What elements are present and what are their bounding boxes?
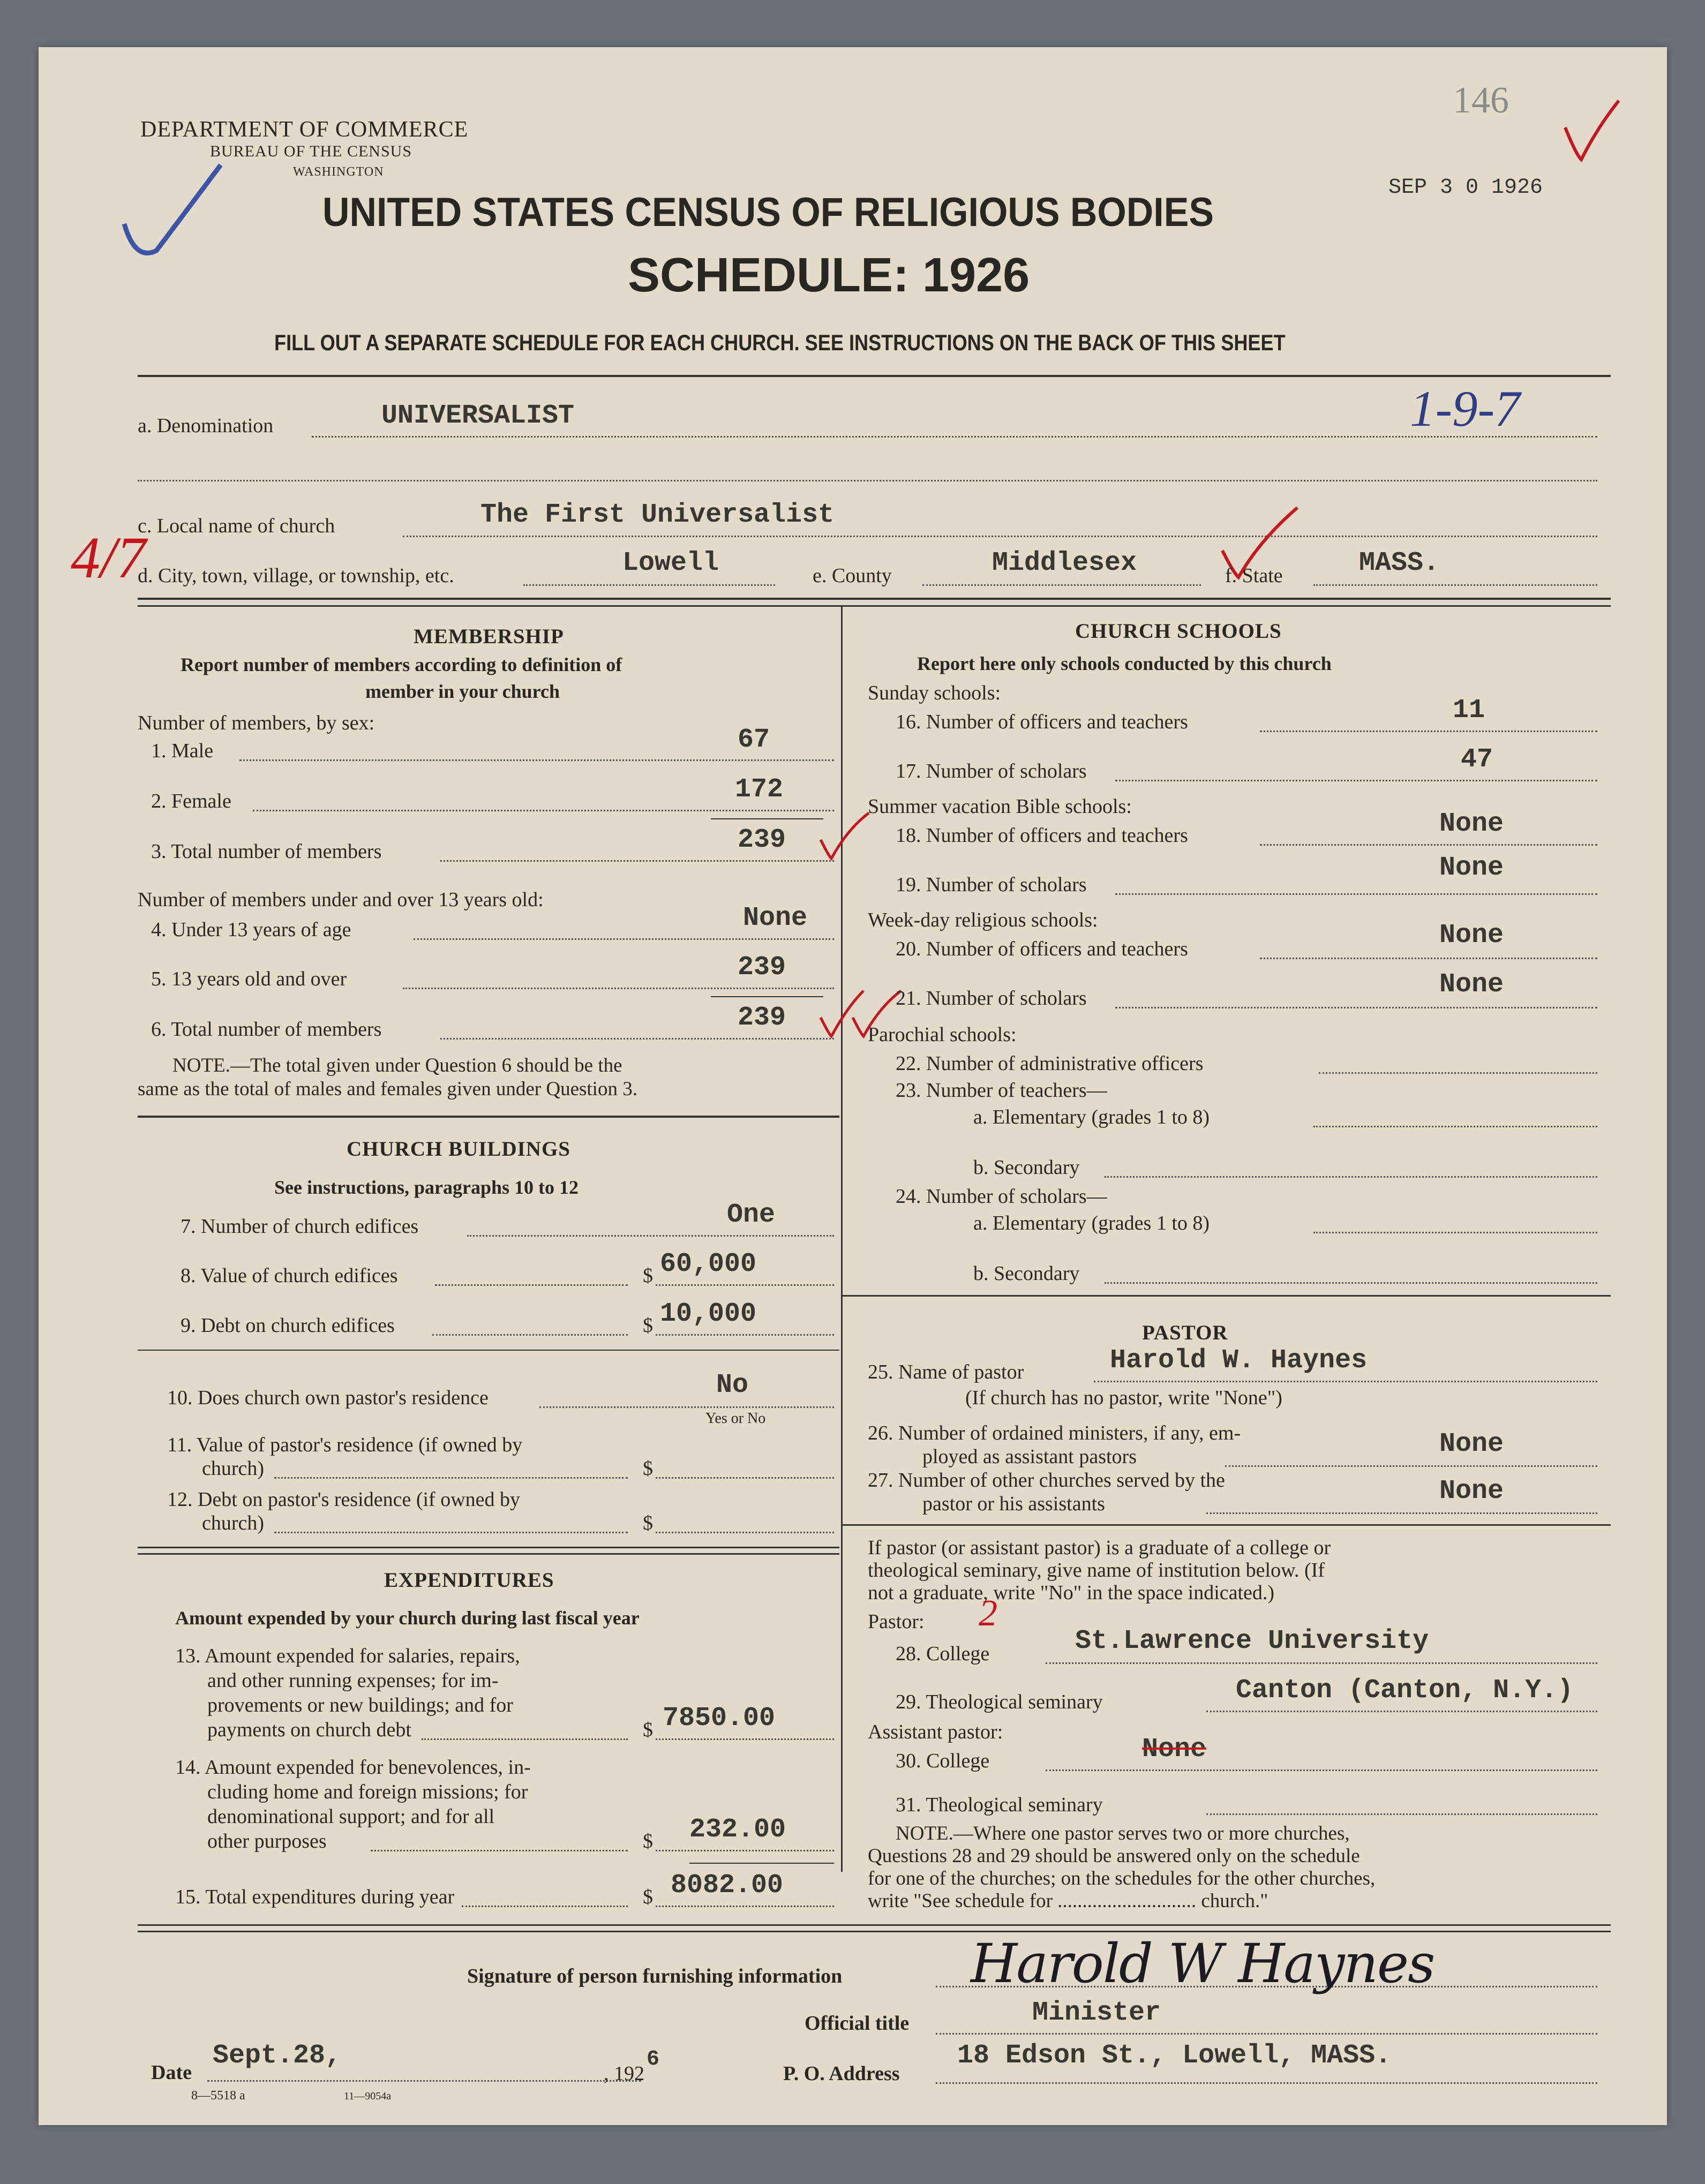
church-name-value[interactable]: The First Universalist	[480, 500, 835, 530]
graduate-instruction-3: not a graduate, write "No" in the space indicated.)	[868, 1581, 1275, 1604]
red-mark-2: 2	[979, 1593, 997, 1634]
q4-line	[414, 938, 834, 940]
q8-dollar-line	[656, 1284, 834, 1286]
q27-value[interactable]: None	[1439, 1476, 1504, 1507]
q2-line	[253, 810, 834, 811]
summer-heading: Summer vacation Bible schools:	[868, 795, 1132, 818]
q21-label: 21. Number of scholars	[896, 987, 1087, 1010]
q16-label: 16. Number of officers and teachers	[896, 711, 1188, 733]
q26-label-2: ployed as assistant pastors	[922, 1445, 1137, 1468]
q25-label: 25. Name of pastor	[868, 1361, 1024, 1383]
state-value[interactable]: MASS.	[1359, 548, 1440, 578]
q28-value[interactable]: St.Lawrence University	[1075, 1626, 1429, 1656]
blue-check-mark	[114, 144, 231, 267]
denomination-label: a. Denomination	[138, 415, 274, 437]
q13-label-1: 13. Amount expended for salaries, repairs,	[175, 1645, 520, 1667]
q28-label: 28. College	[896, 1643, 990, 1665]
expenditures-heading: EXPENDITURES	[384, 1569, 554, 1592]
denomination-line	[312, 436, 1597, 438]
q5-label: 5. 13 years old and over	[151, 968, 347, 990]
graduate-instruction-1: If pastor (or assistant pastor) is a graduate of a college or	[868, 1537, 1331, 1559]
stamp-number: 146	[1453, 80, 1509, 121]
year-prefix: , 192	[604, 2062, 644, 2085]
pastor-subheading: Pastor:	[868, 1610, 925, 1633]
q13-line	[422, 1738, 628, 1740]
q10-line	[539, 1406, 834, 1408]
q19-line	[1115, 893, 1597, 895]
bureau-label: BUREAU OF THE CENSUS	[210, 142, 412, 160]
pastor-note-1: NOTE.—Where one pastor serves two or more churches,	[896, 1822, 1350, 1844]
form-number-2: 11—9054a	[344, 2090, 392, 2102]
buildings-heading: CHURCH BUILDINGS	[347, 1138, 570, 1161]
q11-dollar: $	[643, 1457, 653, 1480]
q14-dollar-line	[656, 1850, 834, 1851]
q1-label: 1. Male	[151, 740, 214, 762]
q14-line	[371, 1850, 628, 1851]
buildings-mid-rule	[138, 1350, 839, 1351]
official-title-value[interactable]: Minister	[1032, 1998, 1161, 2028]
q26-line	[1225, 1465, 1597, 1467]
q2-value[interactable]: 172	[735, 774, 784, 805]
q18-value[interactable]: None	[1439, 809, 1504, 839]
q15-line	[462, 1906, 628, 1907]
q7-value[interactable]: One	[727, 1200, 776, 1230]
q14-label-1: 14. Amount expended for benevolences, in-	[175, 1756, 531, 1779]
q19-label: 19. Number of scholars	[896, 873, 1087, 896]
q9-dollar-line	[656, 1334, 834, 1336]
pastor-note-3: for one of the churches; on the schedules for the other churches,	[868, 1867, 1376, 1889]
q17-line	[1115, 780, 1597, 781]
q14-label-3: denominational support; and for all	[207, 1805, 495, 1828]
q12-dollar: $	[643, 1512, 653, 1534]
identity-rule-1	[138, 598, 1611, 600]
q22-label: 22. Number of administrative officers	[896, 1052, 1204, 1075]
q29-label: 29. Theological seminary	[896, 1691, 1103, 1713]
county-label: e. County	[813, 564, 892, 587]
q18-label: 18. Number of officers and teachers	[896, 824, 1188, 847]
q24a-label: a. Elementary (grades 1 to 8)	[973, 1212, 1210, 1234]
membership-heading: MEMBERSHIP	[414, 625, 564, 648]
membership-sub1: Report number of members according to definition of	[181, 654, 622, 675]
census-schedule-sheet	[39, 47, 1667, 2125]
q14-value[interactable]: 232.00	[689, 1814, 786, 1845]
q9-value[interactable]: 10,000	[660, 1299, 757, 1329]
q26-label-1: 26. Number of ordained ministers, if any, em-	[868, 1422, 1241, 1444]
form-number-1: 8—5518 a	[191, 2089, 245, 2103]
city-line	[523, 584, 775, 586]
red-check-stamp	[1560, 95, 1624, 176]
pastor-note-2: Questions 28 and 29 should be answered only on the schedule	[868, 1845, 1360, 1867]
blue-code-mark: 1-9-7	[1410, 380, 1520, 437]
weekday-heading: Week-day religious schools:	[868, 909, 1098, 931]
expenditures-sub: Amount expended by your church during last fiscal year	[175, 1607, 640, 1629]
denomination-line-2	[138, 480, 1597, 481]
q5-value[interactable]: 239	[738, 952, 786, 983]
buildings-sub: See instructions, paragraphs 10 to 12	[274, 1177, 579, 1198]
q27-label-1: 27. Number of other churches served by the	[868, 1469, 1225, 1492]
q30-label: 30. College	[896, 1750, 990, 1772]
q8-dollar: $	[643, 1264, 653, 1287]
q12-line	[274, 1532, 628, 1533]
signature-label: Signature of person furnishing information	[467, 1965, 843, 1987]
q3-line	[440, 860, 834, 862]
city-label: d. City, town, village, or township, etc.	[138, 564, 454, 587]
q30-value[interactable]: None	[1142, 1734, 1207, 1765]
date-value[interactable]: Sept.28,	[213, 2040, 342, 2071]
q11-value-line[interactable]	[656, 1477, 834, 1479]
received-date-stamp: SEP 3 0 1926	[1388, 176, 1543, 200]
graduate-instruction-2: theological seminary, give name of institution below. (If	[868, 1559, 1325, 1581]
schools-heading: CHURCH SCHOOLS	[1075, 620, 1282, 643]
q29-value[interactable]: Canton (Canton, N.Y.)	[1236, 1675, 1574, 1706]
q27-label-2: pastor or his assistants	[922, 1493, 1105, 1515]
date-line	[207, 2080, 641, 2082]
q23a-value-line[interactable]	[1313, 1126, 1597, 1127]
official-title-line	[936, 2033, 1597, 2035]
date-label: Date	[151, 2061, 192, 2084]
q6-label: 6. Total number of members	[151, 1018, 382, 1041]
age-heading: Number of members under and over 13 years old:	[138, 888, 544, 911]
pastor-heading: PASTOR	[1142, 1321, 1228, 1344]
state-label: f. State	[1225, 564, 1283, 587]
q4-value[interactable]: None	[743, 903, 808, 933]
county-line	[922, 584, 1201, 586]
q4-label: 4. Under 13 years of age	[151, 918, 351, 941]
membership-note-1: NOTE.—The total given under Question 6 should be the	[172, 1055, 622, 1076]
q3-label: 3. Total number of members	[151, 840, 382, 863]
q13-dollar-line	[656, 1738, 834, 1740]
members-by-sex-label: Number of members, by sex:	[138, 712, 375, 734]
washington-label: WASHINGTON	[293, 165, 384, 179]
q23a-label: a. Elementary (grades 1 to 8)	[973, 1106, 1210, 1128]
q5-underline	[711, 996, 823, 997]
q1-line	[239, 759, 834, 761]
q11-label-2: church)	[202, 1457, 265, 1480]
schools-rule	[842, 1295, 1611, 1297]
q13-dollar: $	[643, 1719, 653, 1741]
q13-label-2: and other running expenses; for im-	[207, 1669, 499, 1692]
q17-label: 17. Number of scholars	[896, 760, 1087, 782]
form-title: UNITED STATES CENSUS OF RELIGIOUS BODIES	[322, 190, 1214, 235]
assistant-subheading: Assistant pastor:	[868, 1721, 1003, 1743]
q8-value[interactable]: 60,000	[660, 1249, 757, 1279]
q12-label-2: church)	[202, 1512, 265, 1534]
q12-value-line[interactable]	[656, 1532, 834, 1533]
q25-line	[1094, 1381, 1597, 1382]
q10-value[interactable]: No	[716, 1370, 749, 1400]
q20-line	[1260, 958, 1597, 959]
q30-line	[1046, 1769, 1597, 1771]
q21-value[interactable]: None	[1439, 969, 1504, 1000]
church-name-line	[403, 536, 1597, 537]
q27-line	[1206, 1512, 1597, 1514]
year-digit[interactable]: 6	[647, 2047, 660, 2072]
buildings-rule-1	[138, 1547, 839, 1548]
q18-line	[1260, 844, 1597, 846]
signature[interactable]: Harold W Haynes	[971, 1932, 1434, 1995]
q31-value-line[interactable]	[1206, 1813, 1597, 1815]
q14-label-4: other purposes	[207, 1830, 327, 1852]
parochial-heading: Parochial schools:	[868, 1023, 1017, 1046]
pastor-rule	[842, 1524, 1611, 1526]
footer-rule-1	[138, 1924, 1611, 1926]
q23b-value-line[interactable]	[1105, 1176, 1597, 1178]
q8-label: 8. Value of church edifices	[181, 1264, 398, 1287]
q7-line	[467, 1235, 834, 1237]
po-address-label: P. O. Address	[783, 2062, 900, 2085]
q20-label: 20. Number of officers and teachers	[896, 938, 1188, 960]
q1-value[interactable]: 67	[738, 725, 770, 755]
q29-line	[1206, 1711, 1597, 1712]
q17-value[interactable]: 47	[1461, 744, 1493, 775]
sunday-heading: Sunday schools:	[868, 682, 1001, 704]
membership-sub2: member in your church	[365, 681, 560, 702]
q23-label: 23. Number of teachers—	[896, 1079, 1107, 1102]
po-address-value[interactable]: 18 Edson St., Lowell, MASS.	[957, 2040, 1392, 2071]
church-name-label: c. Local name of church	[138, 515, 335, 537]
q25-value[interactable]: Harold W. Haynes	[1110, 1345, 1368, 1376]
q15-value[interactable]: 8082.00	[671, 1870, 784, 1901]
q14-dollar: $	[643, 1830, 653, 1852]
q9-dollar: $	[643, 1314, 653, 1337]
q13-value[interactable]: 7850.00	[663, 1703, 776, 1734]
membership-note-2: same as the total of males and females given under Question 3.	[138, 1078, 637, 1100]
q21-line	[1115, 1007, 1597, 1008]
schedule-title: SCHEDULE: 1926	[628, 248, 1030, 302]
q28-line	[1046, 1662, 1597, 1664]
schools-sub: Report here only schools conducted by this church	[917, 653, 1332, 674]
header-rule	[138, 375, 1611, 377]
q7-label: 7. Number of church edifices	[181, 1215, 419, 1238]
q5-line	[403, 988, 834, 989]
q23b-label: b. Secondary	[973, 1156, 1080, 1179]
q15-dollar-line	[656, 1906, 834, 1907]
q24a-value-line[interactable]	[1313, 1232, 1597, 1233]
q24-label: 24. Number of scholars—	[896, 1185, 1107, 1208]
q24b-label: b. Secondary	[973, 1262, 1080, 1285]
q8-line	[435, 1284, 628, 1286]
q11-label-1: 11. Value of pastor's residence (if owned by	[167, 1434, 523, 1456]
q22-value-line[interactable]	[1319, 1072, 1597, 1074]
q14-label-2: cluding home and foreign missions; for	[207, 1781, 528, 1803]
q13-label-4: payments on church debt	[207, 1719, 411, 1741]
state-line	[1313, 584, 1597, 586]
q12-label-1: 12. Debt on pastor's residence (if owned by	[167, 1488, 521, 1511]
q16-value[interactable]: 11	[1453, 695, 1485, 726]
q9-label: 9. Debt on church edifices	[181, 1314, 395, 1337]
q3-value[interactable]: 239	[738, 825, 786, 855]
q26-value[interactable]: None	[1439, 1429, 1504, 1459]
buildings-rule-2	[138, 1553, 839, 1555]
q2-label: 2. Female	[151, 790, 231, 812]
red-margin-mark: 4/7	[71, 525, 146, 590]
identity-rule-2	[138, 605, 1611, 607]
q25-hint: (If church has no pastor, write "None")	[965, 1387, 1282, 1409]
q15-label: 15. Total expenditures during year	[175, 1886, 455, 1908]
q11-line	[274, 1477, 628, 1479]
q31-label: 31. Theological seminary	[896, 1794, 1103, 1816]
red-check-q3	[815, 808, 874, 867]
po-address-line	[936, 2082, 1597, 2084]
q15-dollar: $	[643, 1886, 653, 1908]
q14-underline	[689, 1863, 834, 1864]
denomination-value[interactable]: UNIVERSALIST	[381, 401, 575, 431]
q24b-value-line[interactable]	[1105, 1282, 1597, 1284]
q20-value[interactable]: None	[1439, 920, 1504, 951]
q6-value[interactable]: 239	[738, 1003, 786, 1033]
q13-label-3: provements or new buildings; and for	[207, 1694, 513, 1716]
q16-line	[1260, 730, 1597, 732]
q10-label: 10. Does church own pastor's residence	[167, 1387, 489, 1409]
official-title-label: Official title	[805, 2012, 910, 2035]
q2-underline	[711, 818, 823, 819]
membership-rule	[138, 1116, 839, 1118]
city-value[interactable]: Lowell	[622, 548, 719, 578]
q10-hint: Yes or No	[705, 1410, 766, 1427]
pastor-note-4: write "See schedule for ............................ church."	[868, 1890, 1268, 1912]
q19-value[interactable]: None	[1439, 853, 1504, 883]
q6-line	[440, 1038, 834, 1040]
column-divider	[841, 605, 843, 1872]
department-label: DEPARTMENT OF COMMERCE	[140, 117, 469, 142]
fill-out-instruction: FILL OUT A SEPARATE SCHEDULE FOR EACH CHURCH. SEE INSTRUCTIONS ON THE BACK OF THIS SHEET	[274, 330, 1286, 355]
county-value[interactable]: Middlesex	[992, 548, 1137, 578]
q9-line	[432, 1334, 628, 1336]
